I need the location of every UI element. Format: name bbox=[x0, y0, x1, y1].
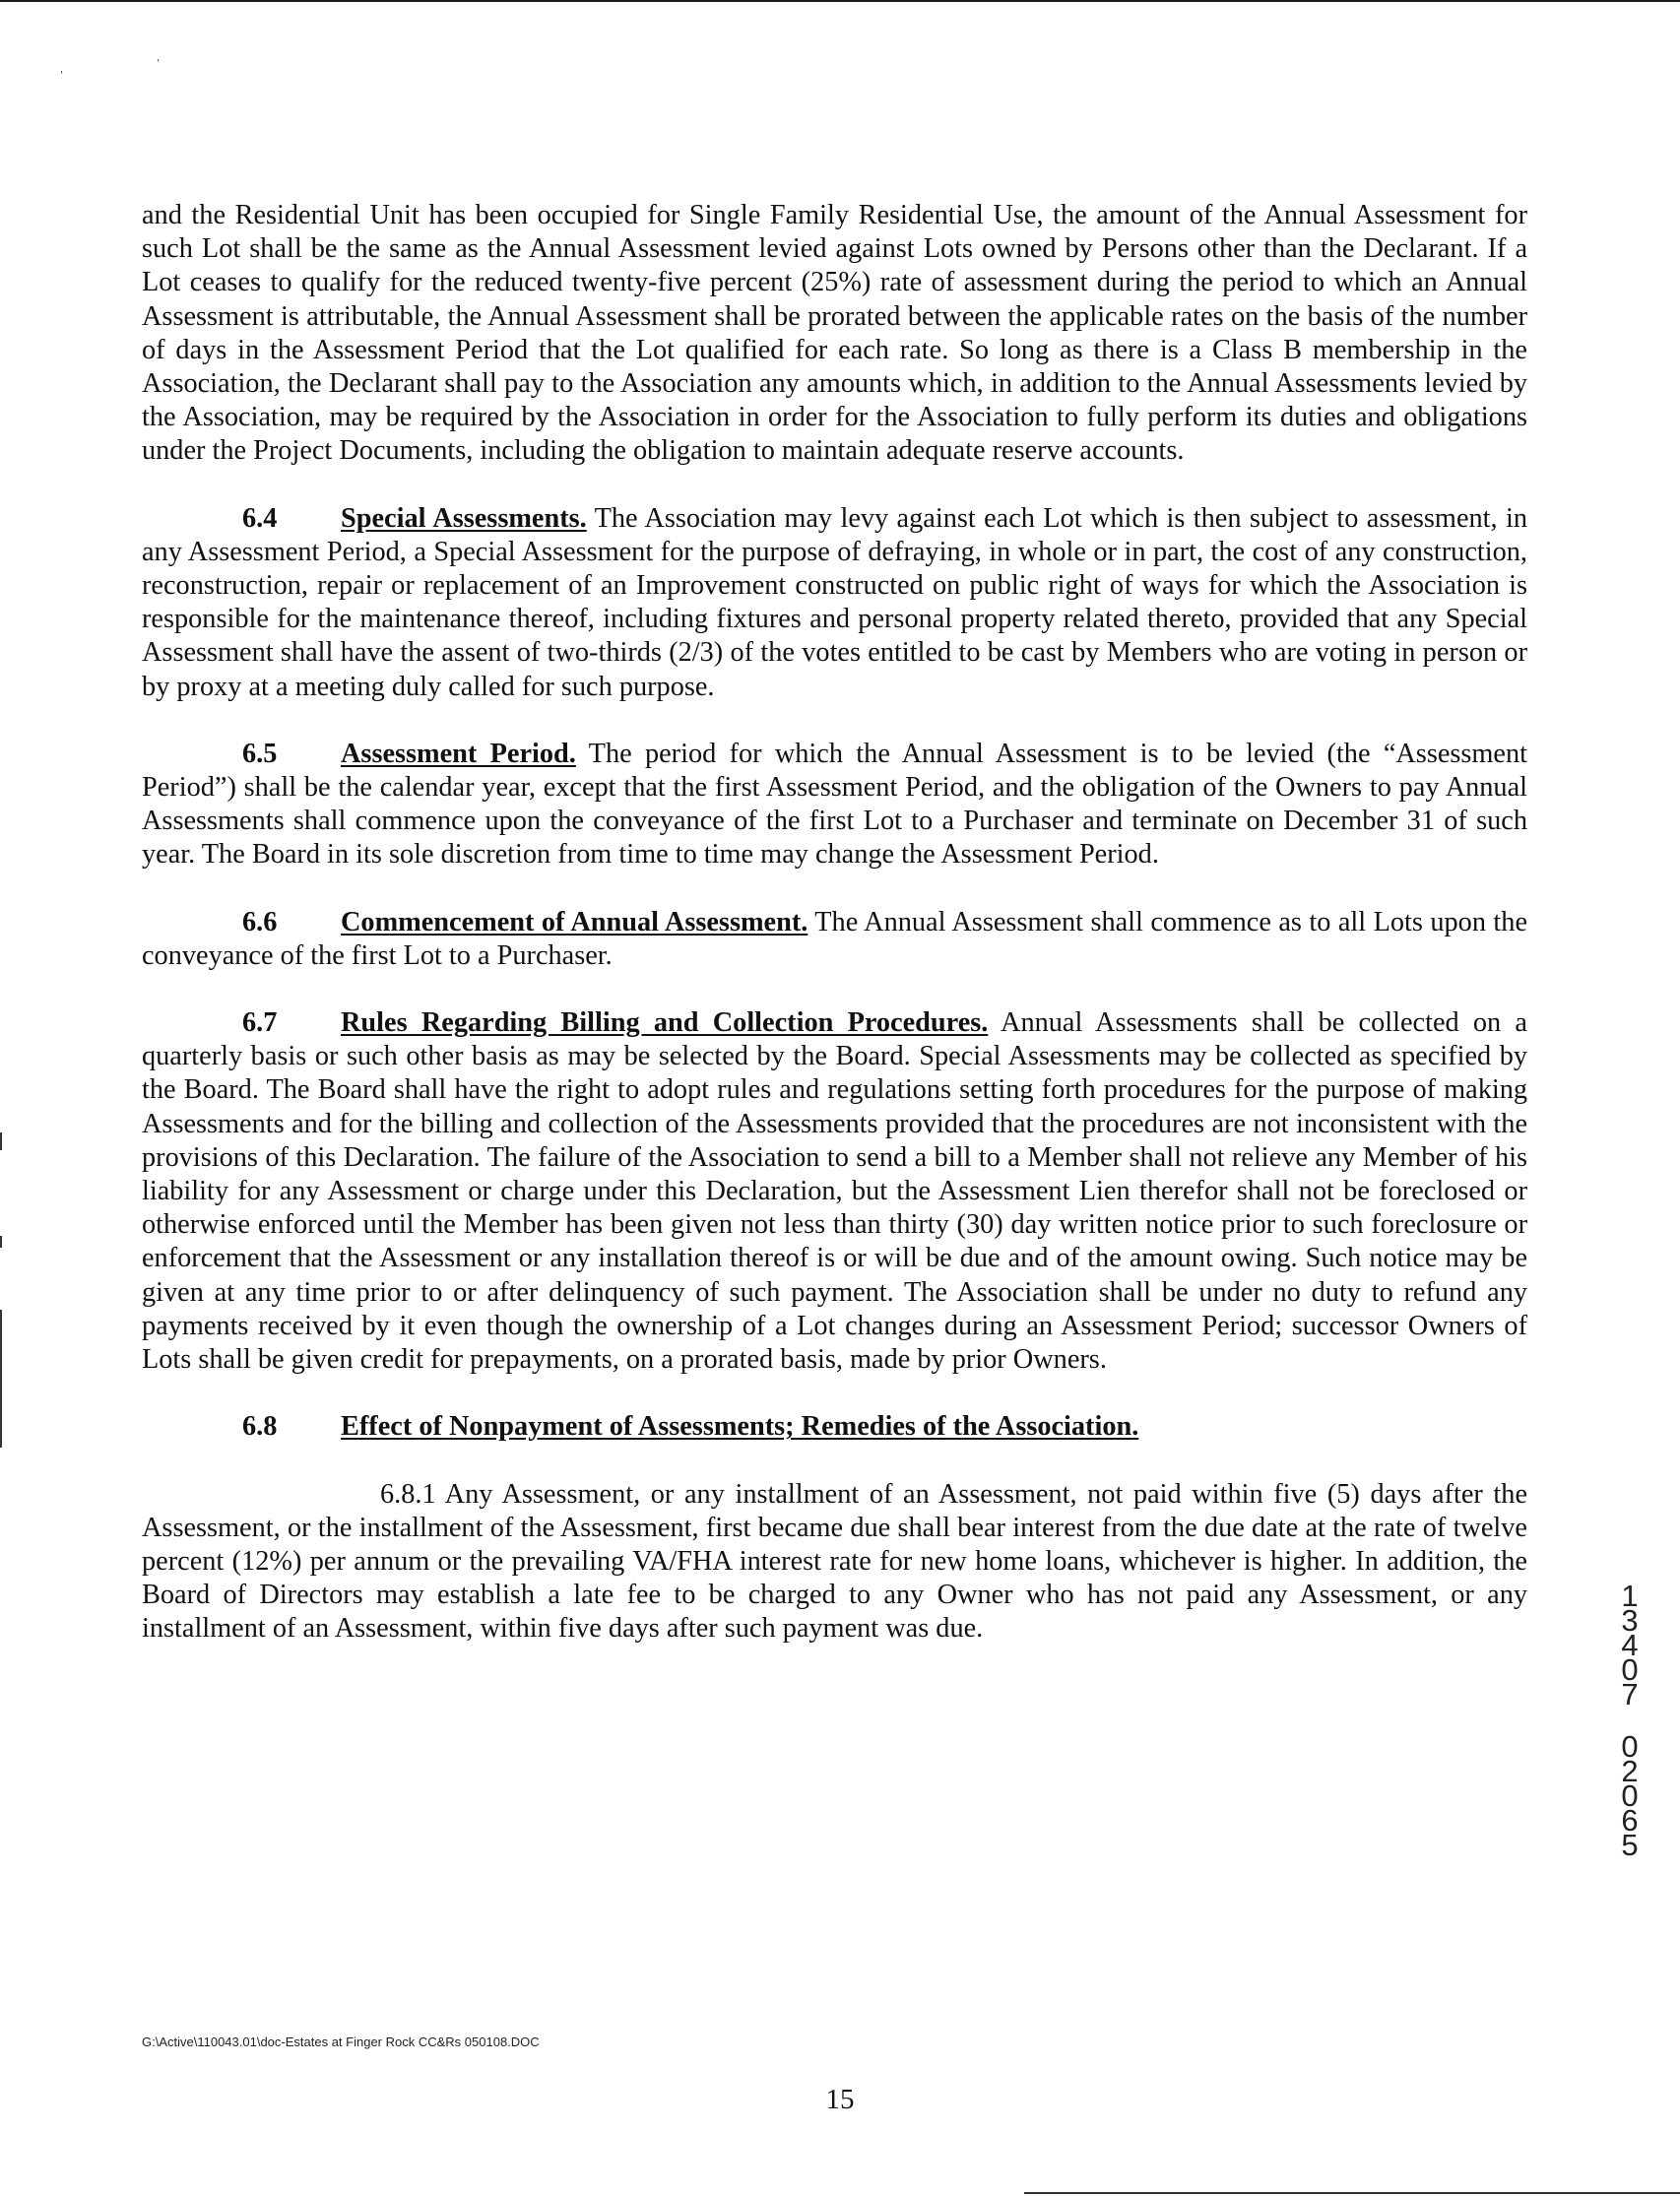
section-number: 6.7 bbox=[242, 1007, 278, 1039]
paragraph-intro: and the Residential Unit has been occupied for Single Family Residential Use, the amount of the Annual Assessment for such Lot shall be the same as the Annual Assessment levied against Lots owned by Persons other than the Declarant. If a Lot ceases to qualify for the reduced twenty-five percent (25%) rate of assessment during the period to which an Annual Assessment is attributable, the Annual Assessment shall be prorated between the applicable rates on the basis of the number of days in the Assessment Period that the Lot qualified for each rate. So long as there is a Class B membership in the Association, the Declarant shall pay to the Association any amounts which, in addition to the Annual Assessments levied by the Association, may be required by the Association in order for the Association to fully perform its duties and obligations under the Project Documents, including the obligation to maintain adequate reserve accounts. bbox=[142, 200, 1527, 467]
scan-edge-mark bbox=[0, 1310, 2, 1448]
section-title: Special Assessments. bbox=[341, 502, 587, 534]
section-6-4 bbox=[142, 502, 1527, 704]
section-6-7 bbox=[142, 1006, 1527, 1377]
section-title: Effect of Nonpayment of Assessments; Remedies of the Association. bbox=[341, 1411, 1139, 1443]
section-body: The Annual Assessment shall commence as to all Lots upon the conveyance of the first Lot to a Purchaser. bbox=[142, 906, 1527, 971]
recording-digit: 5 bbox=[1621, 1828, 1639, 1862]
document-body bbox=[142, 199, 1527, 1680]
section-title: Assessment Period. bbox=[341, 738, 576, 769]
scan-top-border bbox=[0, 0, 1680, 2]
recording-digit: 6 bbox=[1621, 1803, 1639, 1838]
recording-digit: 0 bbox=[1621, 1729, 1639, 1764]
recording-digit: 1 bbox=[1621, 1579, 1639, 1613]
subparagraph-6-8-1: 6.8.1 Any Assessment, or any installment of an Assessment, not paid within five (5) days after the Assessment, or the installment of the Assessment, first became due shall bear interest from the due date at the rate of twelve percent (12%) per annum or the prevailing VA/FHA interest rate for new home loans, whichever is higher. In addition, the Board of Directors may establish a late fee to be charged to any Owner who has not paid any Assessment, or any installment of an Assessment, within five days after such payment was due. bbox=[142, 1478, 1527, 1645]
section-body: The Association may levy against each Lot which is then subject to assessment, in any Assessment Period, a Special Assessment for the purpose of defraying, in whole or in part, the cost of any construction, reconstruction, repair or replacement of an Improvement constructed on public right of ways for which the Association is responsible for the maintenance thereof, including fixtures and personal property related thereto, provided that any Special Assessment shall have the assent of two-thirds (2/3) of the votes entitled to be cast by Members who are voting in person or by proxy at a meeting duly called for such purpose. bbox=[142, 502, 1527, 702]
recording-digit: 0 bbox=[1621, 1778, 1639, 1813]
scan-edge-mark bbox=[0, 1132, 2, 1150]
recording-digit: 2 bbox=[1621, 1754, 1639, 1788]
section-body: Annual Assessments shall be collected on a quarterly basis or such other basis as may be selected by the Board. Special Assessments may be collected as specified by the Board. The Board shall have the right to adopt rules and regulations setting forth procedures for the purpose of making Assessments and for the billing and collection of the Assessments provided that the procedures are not inconsistent with the provisions of this Declaration. The failure of the Association to send a bill to a Member shall not relieve any Member of his liability for any Assessment or charge under this Declaration, but the Assessment Lien therefor shall not be foreclosed or otherwise enforced until the Member has been given not less than thirty (30) day written notice prior to such foreclosure or enforcement that the Assessment or any installation thereof is or will be due and of the amount owing. Such notice may be given at any time prior to or after delinquency of such payment. The Association shall be under no duty to refund any payments received by it even though the ownership of a Lot changes during an Assessment Period; successor Owners of Lots shall be given credit for prepayments, on a prorated basis, made by prior Owners. bbox=[142, 1007, 1527, 1376]
section-6-6 bbox=[142, 906, 1527, 973]
section-number: 6.8 bbox=[242, 1411, 278, 1443]
section-6-8 bbox=[142, 1410, 1527, 1444]
section-number: 6.5 bbox=[242, 738, 278, 769]
recording-digit: 0 bbox=[1621, 1652, 1639, 1687]
section-title: Rules Regarding Billing and Collection Procedures. bbox=[341, 1007, 989, 1039]
section-number: 6.4 bbox=[242, 502, 278, 534]
section-title: Commencement of Annual Assessment. bbox=[341, 906, 808, 937]
scan-edge-mark bbox=[0, 1236, 2, 1248]
recording-digit: 4 bbox=[1621, 1628, 1639, 1662]
recording-digit: 3 bbox=[1621, 1603, 1639, 1638]
scan-bottom-border bbox=[1024, 2192, 1680, 2194]
section-6-5 bbox=[142, 738, 1527, 872]
section-body: The period for which the Annual Assessment is to be levied (the “Assessment Period”) shall be the calendar year, except that the first Assessment Period, and the obligation of the Owners to pay Annual Assessments shall commence upon the conveyance of the first Lot to a Purchaser and terminate on December 31 of such year. The Board in its sole discretion from time to time may change the Assessment Period. bbox=[142, 738, 1527, 871]
scan-speck: ˈ bbox=[156, 57, 162, 74]
scan-speck: ˌ bbox=[59, 57, 65, 74]
footer-file-path: G:\Active\110043.01\doc-Estates at Finger Rock CC&Rs 050108.DOC bbox=[142, 2035, 540, 2049]
recording-number-stamp bbox=[1615, 1579, 1645, 1862]
page-number: 15 bbox=[825, 2084, 855, 2115]
section-number: 6.6 bbox=[242, 906, 278, 937]
recording-digit: 7 bbox=[1621, 1677, 1639, 1712]
